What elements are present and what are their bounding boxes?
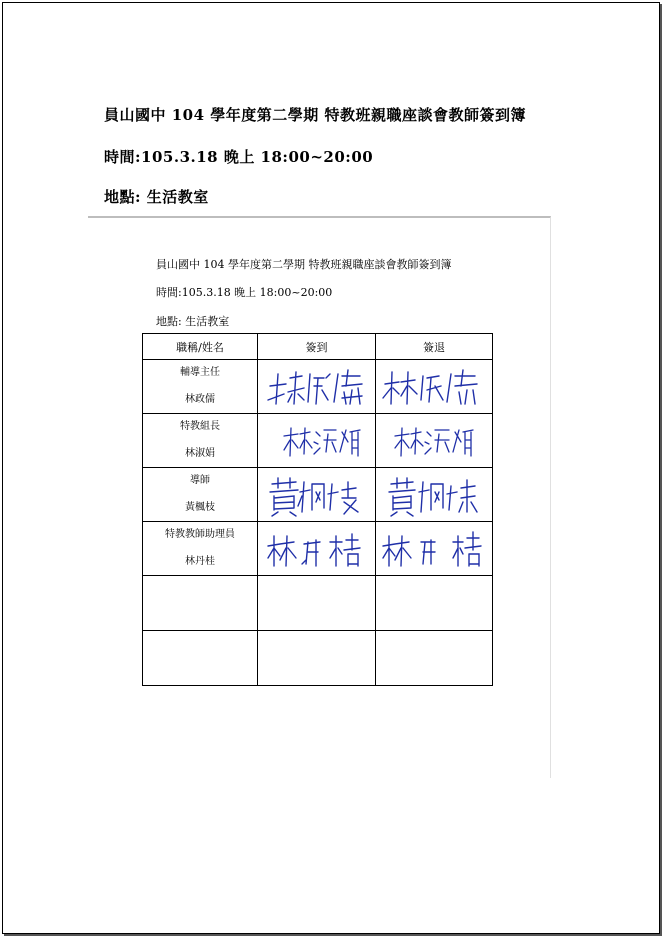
empty-cell (376, 576, 493, 631)
sign-in-table (142, 333, 493, 686)
meeting-place: 地點: 生活教室 (104, 188, 209, 206)
person-role: 輔導主任 (180, 367, 220, 378)
scanned-sign-in-sheet (88, 216, 551, 778)
person-name: 林丹桂 (185, 556, 215, 567)
person-cell (143, 468, 258, 522)
table-row (143, 414, 493, 468)
table-row-empty (143, 631, 493, 686)
table-header-row (143, 334, 493, 360)
person-role: 特教教師助理員 (165, 529, 235, 540)
table-row-empty (143, 576, 493, 631)
scan-place: 地點: 生活教室 (156, 315, 230, 328)
empty-cell (143, 631, 258, 686)
person-name: 林政儒 (185, 394, 215, 405)
signature-sign-in (262, 364, 372, 410)
header-title-name: 職稱/姓名 (143, 334, 258, 360)
person-name: 黃楓枝 (185, 502, 215, 513)
person-cell (143, 414, 258, 468)
sign-in-cell (258, 414, 376, 468)
scan-time: 時間:105.3.18 晚上 18:00~20:00 (156, 286, 333, 299)
sign-out-cell (376, 414, 493, 468)
sign-out-cell (376, 468, 493, 522)
person-cell (143, 360, 258, 414)
header-sign-in: 簽到 (258, 334, 376, 360)
sign-out-cell (376, 522, 493, 576)
signature-sign-out (379, 364, 489, 410)
signature-sign-out (379, 472, 489, 518)
table-row (143, 360, 493, 414)
table-row (143, 522, 493, 576)
table-row (143, 468, 493, 522)
header-sign-out: 簽退 (376, 334, 493, 360)
scan-title: 員山國中 104 學年度第二學期 特教班親職座談會教師簽到簿 (156, 258, 452, 271)
sign-in-cell (258, 360, 376, 414)
sign-in-cell (258, 468, 376, 522)
signature-sign-in (262, 472, 372, 518)
person-name: 林淑娟 (185, 448, 215, 459)
meeting-time: 時間:105.3.18 晚上 18:00~20:00 (104, 148, 374, 166)
document-title: 員山國中 104 學年度第二學期 特教班親職座談會教師簽到簿 (104, 106, 526, 124)
signature-sign-out (379, 418, 489, 464)
sign-out-cell (376, 360, 493, 414)
person-role: 特教組長 (180, 421, 220, 432)
signature-sign-out (379, 526, 489, 572)
empty-cell (376, 631, 493, 686)
signature-sign-in (262, 418, 372, 464)
sign-in-cell (258, 522, 376, 576)
empty-cell (143, 576, 258, 631)
person-cell (143, 522, 258, 576)
signature-sign-in (262, 526, 372, 572)
empty-cell (258, 631, 376, 686)
person-role: 導師 (190, 475, 210, 486)
empty-cell (258, 576, 376, 631)
